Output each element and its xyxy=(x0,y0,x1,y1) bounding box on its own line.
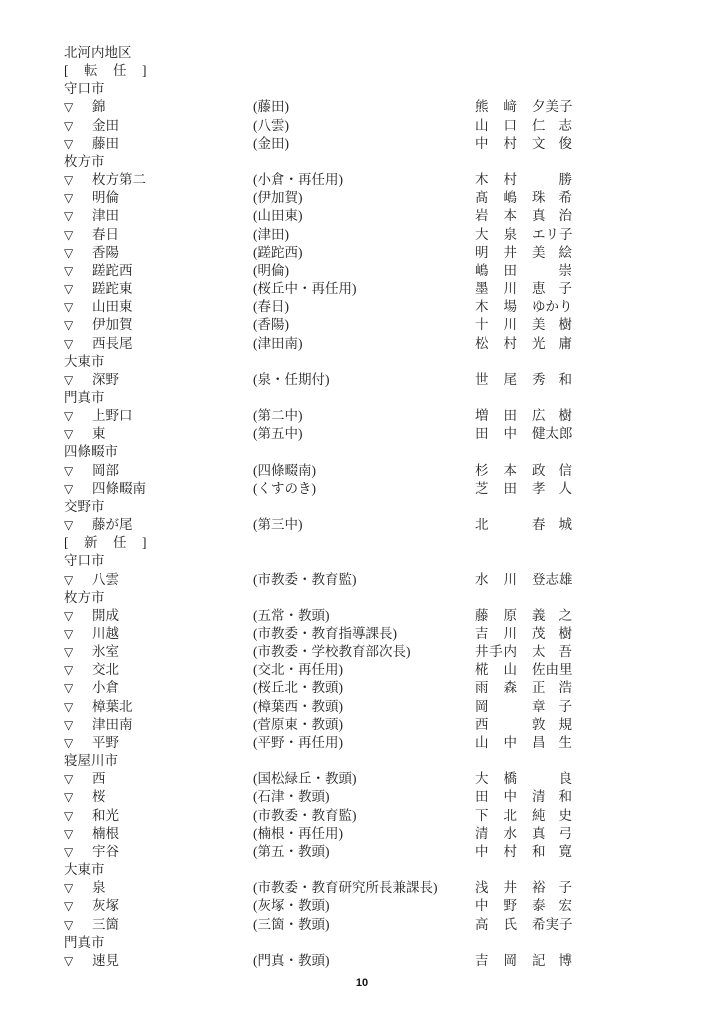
previous-post: (伊加賀) xyxy=(253,190,303,206)
person-family-name: 明 井 xyxy=(475,244,517,260)
previous-post: (四條畷南) xyxy=(253,462,316,478)
city-label: 枚方市 xyxy=(64,589,105,605)
person-given-name: 真 治 xyxy=(532,208,572,224)
city-header xyxy=(0,861,724,879)
previous-post: (八雲) xyxy=(253,117,289,133)
region-label: 北河内地区 xyxy=(64,45,132,60)
entry-row xyxy=(0,407,724,425)
person-given-name: 健 太 郎 xyxy=(532,426,573,442)
previous-post: (藤田) xyxy=(253,99,289,115)
entry-row xyxy=(0,897,724,915)
person-given-name: 茂 樹 xyxy=(532,626,572,641)
school-name: 四條畷南 xyxy=(92,480,146,496)
entry-row xyxy=(0,371,724,389)
entry-row xyxy=(0,807,724,825)
city-label: 枚方市 xyxy=(64,153,105,169)
previous-post: (市教委・教育指導課長) xyxy=(253,626,397,641)
entry-row xyxy=(0,607,724,625)
entry-row xyxy=(0,298,724,316)
person-family-name: 中 村 xyxy=(475,135,517,151)
person-given-name: 裕 子 xyxy=(532,880,572,896)
triangle-marker: ▽ xyxy=(64,318,74,333)
previous-post: (蹉跎西) xyxy=(253,244,303,260)
person-family-name: 増 田 xyxy=(475,408,517,424)
previous-post: (第三中) xyxy=(253,517,303,533)
school-name: 楠根 xyxy=(92,825,119,841)
triangle-marker: ▽ xyxy=(64,227,74,242)
entry-row xyxy=(0,135,724,153)
city-label: 守口市 xyxy=(64,81,105,97)
person-given-name: 記 博 xyxy=(532,952,572,968)
city-label: 交野市 xyxy=(64,498,105,514)
school-name: 開成 xyxy=(92,607,119,623)
triangle-marker: ▽ xyxy=(64,808,74,823)
triangle-marker: ▽ xyxy=(64,409,74,424)
entry-row xyxy=(0,516,724,534)
previous-post: (春日) xyxy=(253,299,289,315)
person-family-name: 吉 川 xyxy=(475,626,517,641)
school-name: 金田 xyxy=(92,117,119,133)
person-given-name: 希 実 子 xyxy=(532,916,573,932)
school-name: 交北 xyxy=(92,662,119,678)
person-given-name: 夕 美 子 xyxy=(532,99,573,115)
triangle-marker: ▽ xyxy=(64,372,74,387)
person-family-name: 中 村 xyxy=(475,843,517,859)
previous-post: (門真・教頭) xyxy=(253,952,330,968)
city-label: 大東市 xyxy=(64,353,105,369)
person-family-name: 水 川 xyxy=(475,571,517,587)
city-header xyxy=(0,552,724,570)
person-family-name: 芝 田 xyxy=(475,480,517,496)
school-name: 平野 xyxy=(92,734,119,750)
school-name: 山田東 xyxy=(92,299,133,315)
previous-post: (香陽) xyxy=(253,317,289,333)
previous-post: (石津・教頭) xyxy=(253,789,330,805)
person-family-name: 杉 本 xyxy=(475,462,517,478)
city-header xyxy=(0,589,724,607)
school-name: 蹉跎西 xyxy=(92,262,133,278)
person-given-name: 珠 希 xyxy=(532,190,572,206)
school-name: 津田南 xyxy=(92,716,133,732)
person-given-name: 美 絵 xyxy=(532,244,572,260)
entry-row xyxy=(0,98,724,116)
previous-post: (交北・再任用) xyxy=(253,662,343,678)
school-name: 速見 xyxy=(92,952,119,968)
person-family-name: 西 xyxy=(475,716,489,732)
school-name: 岡部 xyxy=(92,462,119,478)
previous-post: (市教委・教育監) xyxy=(253,571,357,587)
triangle-marker: ▽ xyxy=(64,663,74,678)
triangle-marker: ▽ xyxy=(64,282,74,297)
person-given-name: 春 城 xyxy=(532,517,572,533)
school-name: 深野 xyxy=(92,371,119,387)
person-given-name: 義 之 xyxy=(532,607,572,623)
triangle-marker: ▽ xyxy=(64,826,74,841)
entry-row xyxy=(0,643,724,661)
previous-post: (津田南) xyxy=(253,335,303,351)
triangle-marker: ▽ xyxy=(64,173,74,188)
previous-post: (市教委・学校教育部次長) xyxy=(253,644,411,660)
city-header xyxy=(0,498,724,516)
city-label: 門真市 xyxy=(64,934,105,950)
school-name: 西 xyxy=(92,771,106,787)
person-family-name: 嶋 田 xyxy=(475,262,517,278)
previous-post: (灰塚・教頭) xyxy=(253,898,330,914)
entry-row xyxy=(0,262,724,280)
school-name: 香陽 xyxy=(92,244,119,260)
person-family-name: 下 北 xyxy=(475,807,517,823)
person-given-name: 光 庸 xyxy=(532,335,572,351)
person-family-name: 山 口 xyxy=(475,117,517,133)
person-given-name: 良 xyxy=(558,771,572,787)
school-name: 川越 xyxy=(92,626,119,641)
previous-post: (小倉・再任用) xyxy=(253,172,343,188)
triangle-marker: ▽ xyxy=(64,300,74,315)
entry-row xyxy=(0,770,724,788)
school-name: 津田 xyxy=(92,208,119,224)
school-name: 蹉跎東 xyxy=(92,281,133,297)
previous-post: (金田) xyxy=(253,135,289,151)
entry-row xyxy=(0,734,724,752)
triangle-marker: ▽ xyxy=(64,953,74,968)
school-name: 氷室 xyxy=(92,644,119,660)
city-label: 四條畷市 xyxy=(64,444,118,460)
person-family-name: 田 中 xyxy=(475,789,517,805)
person-given-name: 清 和 xyxy=(532,789,572,805)
entry-row xyxy=(0,244,724,262)
person-given-name: 敦 規 xyxy=(532,716,572,732)
person-family-name: 大 泉 xyxy=(475,226,517,242)
document-rows xyxy=(0,44,724,970)
person-given-name: 泰 宏 xyxy=(532,898,572,914)
triangle-marker: ▽ xyxy=(64,136,74,151)
entry-row xyxy=(0,280,724,298)
entry-row xyxy=(0,698,724,716)
previous-post: (桜丘北・教頭) xyxy=(253,680,343,696)
entry-row xyxy=(0,625,724,643)
previous-post: (明倫) xyxy=(253,262,289,278)
triangle-marker: ▽ xyxy=(64,427,74,442)
previous-post: (泉・任期付) xyxy=(253,371,330,387)
triangle-marker: ▽ xyxy=(64,263,74,278)
school-name: 八雲 xyxy=(92,571,119,587)
person-given-name: 秀 和 xyxy=(532,371,572,387)
person-given-name: 登 志 雄 xyxy=(532,571,573,587)
person-family-name: 髙 嶋 xyxy=(475,190,517,206)
school-name: 藤が尾 xyxy=(92,517,133,533)
previous-post: (楠根・再任用) xyxy=(253,825,343,841)
previous-post: (山田東) xyxy=(253,208,303,224)
person-family-name: 松 村 xyxy=(475,335,517,351)
triangle-marker: ▽ xyxy=(64,645,74,660)
previous-post: (第五・教頭) xyxy=(253,843,330,859)
school-name: 三箇 xyxy=(92,916,119,932)
previous-post: (国松緑丘・教頭) xyxy=(253,771,357,787)
entry-row xyxy=(0,425,724,443)
person-family-name: 岩 本 xyxy=(475,208,517,224)
triangle-marker: ▽ xyxy=(64,735,74,750)
entry-row xyxy=(0,843,724,861)
entry-row xyxy=(0,189,724,207)
city-label: 寝屋川市 xyxy=(64,753,118,769)
person-given-name: 正 浩 xyxy=(532,680,572,696)
triangle-marker: ▽ xyxy=(64,245,74,260)
triangle-marker: ▽ xyxy=(64,518,74,533)
triangle-marker: ▽ xyxy=(64,772,74,787)
previous-post: (くすのき) xyxy=(253,480,316,496)
person-family-name: 熊 﨑 xyxy=(475,99,517,115)
entry-row xyxy=(0,571,724,589)
entry-row xyxy=(0,879,724,897)
person-given-name: 政 信 xyxy=(532,462,572,478)
school-name: 泉 xyxy=(92,880,106,896)
entry-row xyxy=(0,788,724,806)
person-family-name: 岡 xyxy=(475,698,489,714)
school-name: 西長尾 xyxy=(92,335,133,351)
person-given-name: 和 寛 xyxy=(532,843,572,859)
city-label: 守口市 xyxy=(64,553,105,569)
triangle-marker: ▽ xyxy=(64,481,74,496)
triangle-marker: ▽ xyxy=(64,899,74,914)
school-name: 和光 xyxy=(92,807,119,823)
school-name: 東 xyxy=(92,426,106,442)
person-given-name: 太 吾 xyxy=(532,644,572,660)
triangle-marker: ▽ xyxy=(64,100,74,115)
region-header xyxy=(0,44,724,62)
person-given-name: 仁 志 xyxy=(532,117,572,133)
person-given-name: 恵 子 xyxy=(532,281,572,297)
triangle-marker: ▽ xyxy=(64,917,74,932)
previous-post: (桜丘中・再任用) xyxy=(253,281,357,297)
triangle-marker: ▽ xyxy=(64,627,74,641)
city-header xyxy=(0,934,724,952)
person-family-name: 世 尾 xyxy=(475,371,517,387)
entry-row xyxy=(0,335,724,353)
previous-post: (三箇・教頭) xyxy=(253,916,330,932)
city-header xyxy=(0,353,724,371)
entry-row xyxy=(0,316,724,334)
school-name: 錦 xyxy=(92,99,106,115)
school-name: 小倉 xyxy=(92,680,119,696)
person-family-name: 井 手 内 xyxy=(475,644,517,660)
person-family-name: 北 xyxy=(475,517,489,533)
city-label: 大東市 xyxy=(64,862,105,878)
person-family-name: 十 川 xyxy=(475,317,517,333)
previous-post: (樟葉西・教頭) xyxy=(253,698,343,714)
triangle-marker: ▽ xyxy=(64,191,74,206)
triangle-marker: ▽ xyxy=(64,699,74,714)
entry-row xyxy=(0,679,724,697)
previous-post: (津田) xyxy=(253,226,289,242)
previous-post: (菅原東・教頭) xyxy=(253,716,343,732)
entry-row xyxy=(0,226,724,244)
section-header xyxy=(0,62,724,80)
section-label: [ 転 任 ] xyxy=(64,63,148,79)
person-family-name: 中 野 xyxy=(475,898,517,914)
school-name: 明倫 xyxy=(92,190,119,206)
entry-row xyxy=(0,117,724,135)
entry-row xyxy=(0,952,724,970)
triangle-marker: ▽ xyxy=(64,118,74,133)
triangle-marker: ▽ xyxy=(64,209,74,224)
triangle-marker: ▽ xyxy=(64,681,74,696)
person-given-name: 美 樹 xyxy=(532,317,572,333)
person-family-name: 清 水 xyxy=(475,825,517,841)
entry-row xyxy=(0,916,724,934)
person-family-name: 木 村 xyxy=(475,172,517,188)
school-name: 枚方第二 xyxy=(92,172,146,188)
person-family-name: 山 中 xyxy=(475,734,517,750)
person-family-name: 高 氏 xyxy=(475,916,517,932)
previous-post: (第五中) xyxy=(253,426,303,442)
city-header xyxy=(0,153,724,171)
school-name: 樟葉北 xyxy=(92,698,133,714)
person-given-name: ゆ か り xyxy=(532,299,573,315)
person-family-name: 椛 山 xyxy=(475,662,517,678)
previous-post: (五常・教頭) xyxy=(253,607,330,623)
school-name: 藤田 xyxy=(92,135,119,151)
entry-row xyxy=(0,825,724,843)
triangle-marker: ▽ xyxy=(64,463,74,478)
person-given-name: 真 弓 xyxy=(532,825,572,841)
previous-post: (平野・再任用) xyxy=(253,734,343,750)
triangle-marker: ▽ xyxy=(64,572,74,587)
person-family-name: 吉 岡 xyxy=(475,952,517,968)
triangle-marker: ▽ xyxy=(64,790,74,805)
section-label: [ 新 任 ] xyxy=(64,535,148,551)
person-given-name: 勝 xyxy=(558,172,572,188)
person-family-name: 浅 井 xyxy=(475,880,517,896)
page-number: 10 xyxy=(355,977,369,989)
triangle-marker: ▽ xyxy=(64,608,74,623)
triangle-marker: ▽ xyxy=(64,336,74,351)
person-given-name: 広 樹 xyxy=(532,408,572,424)
person-family-name: 雨 森 xyxy=(475,680,517,696)
school-name: 灰塚 xyxy=(92,898,119,914)
person-given-name: 純 史 xyxy=(532,807,572,823)
entry-row xyxy=(0,171,724,189)
section-header xyxy=(0,534,724,552)
entry-row xyxy=(0,462,724,480)
person-given-name: 佐 由 里 xyxy=(532,662,573,678)
person-family-name: 墨 川 xyxy=(475,281,517,297)
person-given-name: 崇 xyxy=(558,262,572,278)
city-label: 門真市 xyxy=(64,389,105,405)
previous-post: (市教委・教育研究所長兼課長) xyxy=(253,880,438,896)
triangle-marker: ▽ xyxy=(64,881,74,896)
city-header xyxy=(0,443,724,461)
entry-row xyxy=(0,207,724,225)
city-header xyxy=(0,752,724,770)
person-given-name: 文 俊 xyxy=(532,135,572,151)
person-given-name: 孝 人 xyxy=(532,480,572,496)
school-name: 桜 xyxy=(92,789,106,805)
entry-row xyxy=(0,661,724,679)
school-name: 伊加賀 xyxy=(92,317,133,333)
entry-row xyxy=(0,480,724,498)
previous-post: (第二中) xyxy=(253,408,303,424)
person-family-name: 木 場 xyxy=(475,299,517,315)
city-header xyxy=(0,389,724,407)
previous-post: (市教委・教育監) xyxy=(253,807,357,823)
person-given-name: 昌 生 xyxy=(532,734,572,750)
person-family-name: 大 橋 xyxy=(475,771,517,787)
triangle-marker: ▽ xyxy=(64,844,74,859)
school-name: 上野口 xyxy=(92,408,133,424)
entry-row xyxy=(0,716,724,734)
person-family-name: 藤 原 xyxy=(475,607,517,623)
triangle-marker: ▽ xyxy=(64,717,74,732)
school-name: 春日 xyxy=(92,226,119,242)
person-given-name: エ リ 子 xyxy=(532,226,573,242)
school-name: 宇谷 xyxy=(92,843,119,859)
city-header xyxy=(0,80,724,98)
person-given-name: 章 子 xyxy=(532,698,572,714)
person-family-name: 田 中 xyxy=(475,426,517,442)
